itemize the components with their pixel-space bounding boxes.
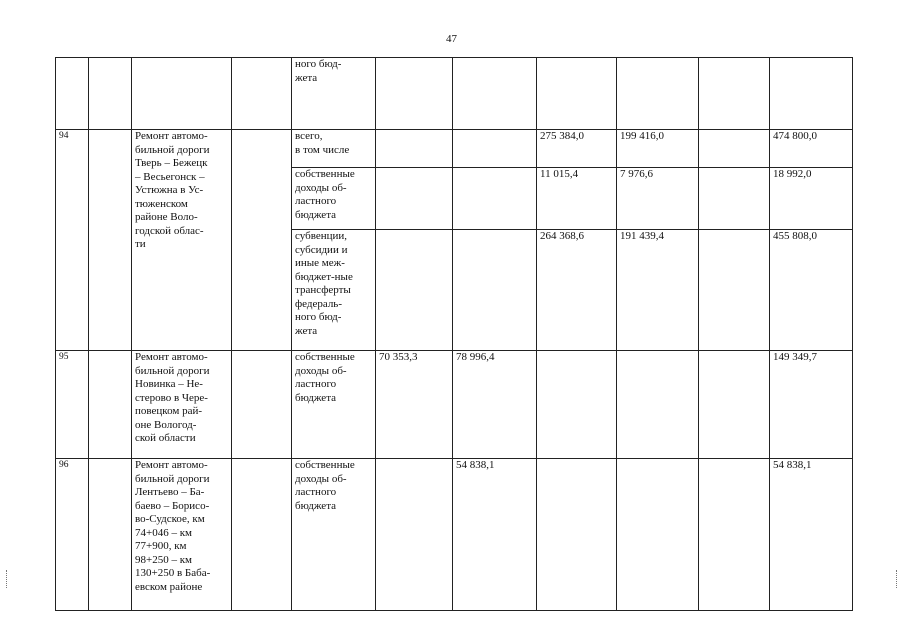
value-cell: 149 349,7 [770,351,853,459]
value-cell: 7 976,6 [617,168,699,230]
funding-source-cell [292,58,376,130]
value-cell [699,168,770,230]
value-cell [453,58,537,130]
value-cell [376,168,453,230]
value-cell [699,230,770,351]
table-row [56,58,853,130]
empty-cell [232,351,292,459]
funding-source-label: собственные доходы об- ластного бюджета [295,351,355,404]
funding-source-label: собственные доходы об- ластного бюджета [295,459,355,512]
value-cell: 199 416,0 [617,130,699,168]
empty-cell [232,58,292,130]
funding-source-cell [292,459,376,611]
value-cell [699,459,770,611]
object-name-cell [132,58,232,130]
object-name-cell: Ремонт автомо- бильной дороги Лентьево – Ба- баево – Борисо- во-Судское, км 74+046 – км 77+900, км 98+250 – км 130+250 в Баба- евском районе [132,459,232,611]
value-cell [537,351,617,459]
value-cell [376,58,453,130]
value-cell [376,230,453,351]
value-cell: 11 015,4 [537,168,617,230]
funding-source-cell [292,130,376,168]
object-name-cell: Ремонт автомо- бильной дороги Новинка – Не- стерово в Чере- повецком рай- оне Вологод- ской области [132,351,232,459]
row-number-cell [56,58,89,130]
value-cell [699,130,770,168]
row-number-cell: 94 [56,130,89,351]
row-number-cell: 95 [56,351,89,459]
value-cell [376,459,453,611]
value-cell [376,130,453,168]
value-cell: 78 996,4 [453,351,537,459]
table-row [56,459,853,611]
value-cell [699,351,770,459]
value-cell: 275 384,0 [537,130,617,168]
value-cell: 54 838,1 [770,459,853,611]
empty-cell [89,459,132,611]
table-row [56,351,853,459]
value-cell [699,58,770,130]
funding-source-cell [292,351,376,459]
value-cell [537,58,617,130]
value-cell [453,230,537,351]
table-row [56,130,853,168]
funding-source-cell [292,230,376,351]
value-cell [453,168,537,230]
value-cell: 54 838,1 [453,459,537,611]
value-cell [453,130,537,168]
scan-edge-mark [896,570,899,588]
empty-cell [232,130,292,351]
budget-table [55,57,853,611]
funding-source-cell [292,168,376,230]
value-cell [537,459,617,611]
value-cell: 191 439,4 [617,230,699,351]
empty-cell [89,58,132,130]
page-number: 47 [446,33,457,45]
value-cell [770,58,853,130]
value-cell: 70 353,3 [376,351,453,459]
value-cell: 474 800,0 [770,130,853,168]
empty-cell [232,459,292,611]
scan-edge-mark [6,570,9,588]
value-cell [617,459,699,611]
funding-source-label: ного бюд- жета [295,58,342,84]
empty-cell [89,130,132,351]
value-cell: 18 992,0 [770,168,853,230]
funding-source-label: собственные доходы об- ластного бюджета [295,168,355,221]
value-cell [617,351,699,459]
object-name-cell: Ремонт автомо- бильной дороги Тверь – Бежецк – Весьегонск – Устюжна в Ус- тюженском районе Воло- годской облас- ти [132,130,232,351]
funding-source-label: субвенции, субсидии и иные меж- бюджет-ные трансферты федераль- ного бюд- жета [295,230,353,337]
row-number-cell: 96 [56,459,89,611]
funding-source-label: всего, в том числе [295,130,350,156]
value-cell: 455 808,0 [770,230,853,351]
value-cell: 264 368,6 [537,230,617,351]
empty-cell [89,351,132,459]
value-cell [617,58,699,130]
